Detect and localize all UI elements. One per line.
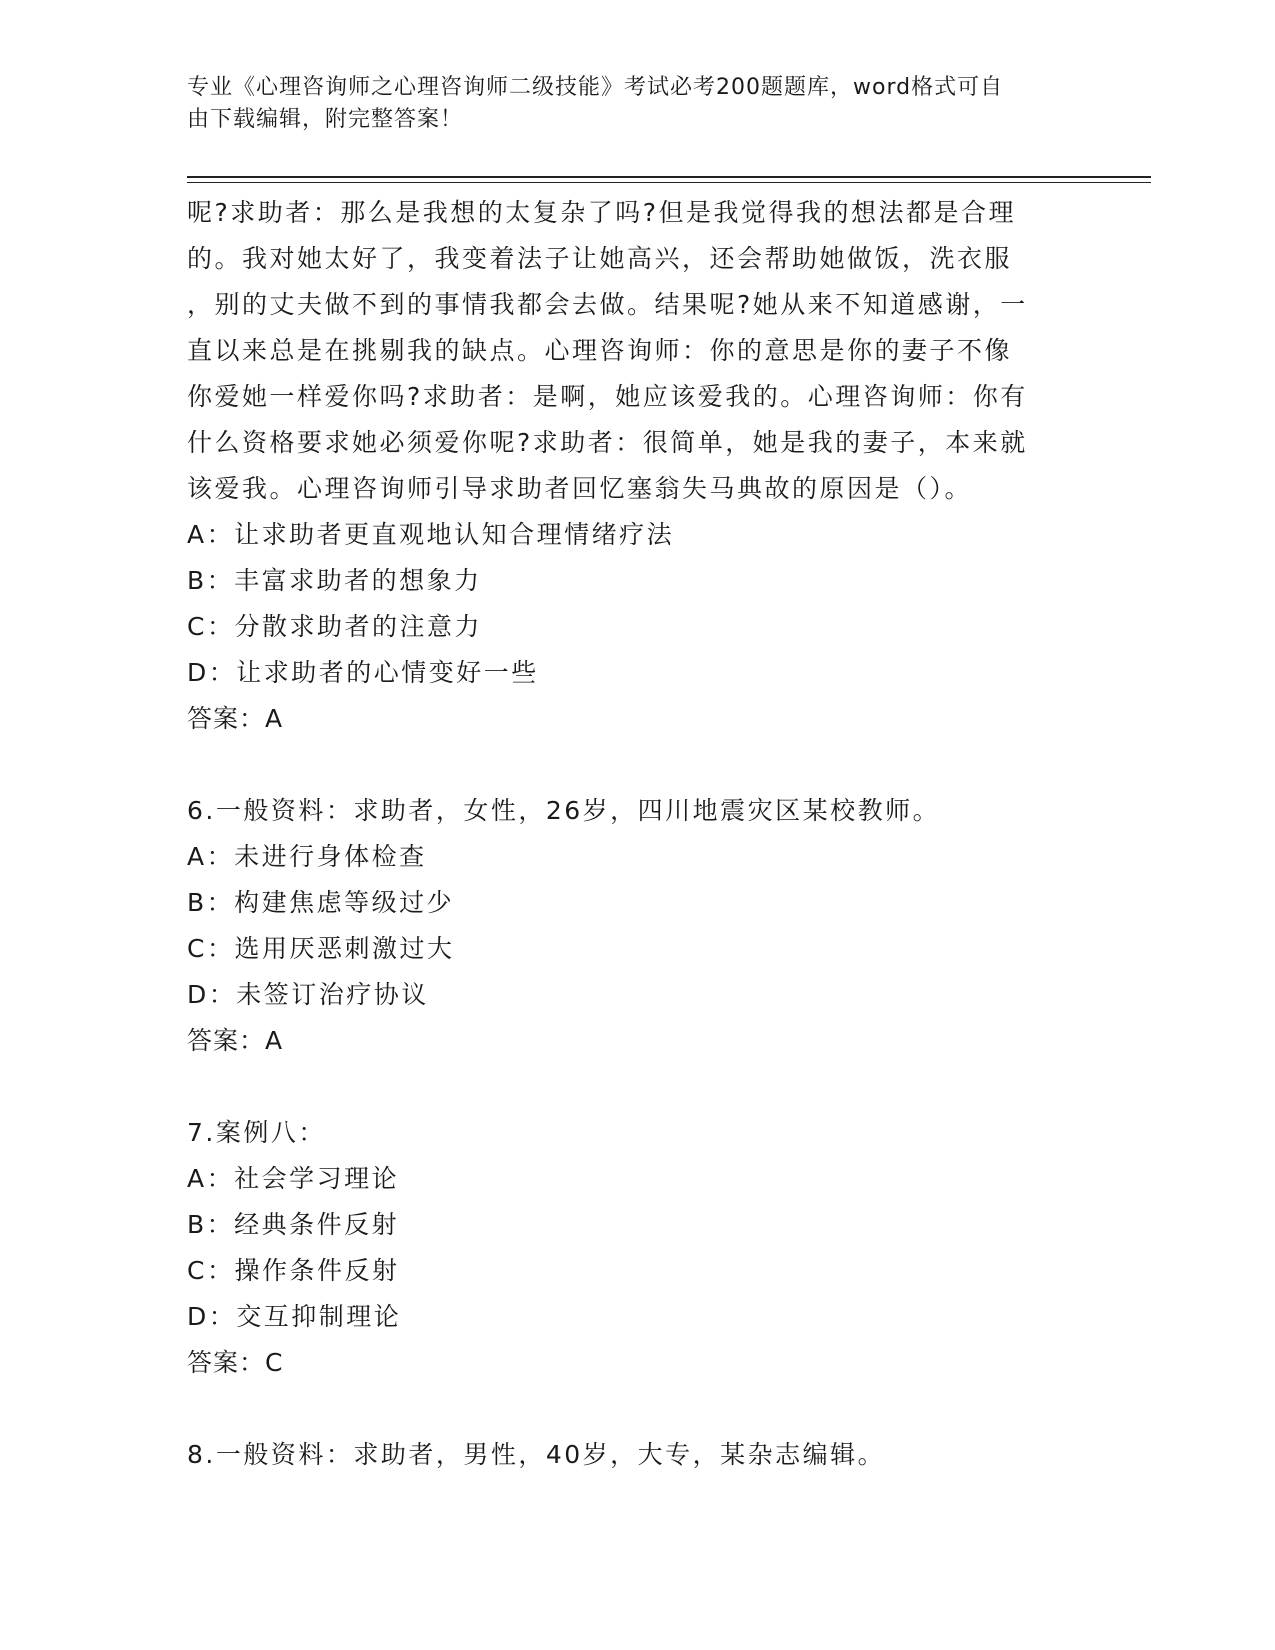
header-rule-thin [187,182,1151,183]
case-text-line: 你爱她一样爱你吗?求助者：是啊，她应该爱我的。心理咨询师：你有 [187,382,1028,411]
answer-line: 答案：A [187,704,284,733]
case-text-line: 该爱我。心理咨询师引导求助者回忆塞翁失马典故的原因是（）。 [187,474,973,503]
question-stem: 7.案例八： [187,1118,326,1147]
answer-line: 答案：C [187,1348,284,1377]
question-spacer [187,1064,1087,1110]
header-title-line-2: 由下载编辑，附完整答案！ [187,107,464,132]
question-stem: 6.一般资料：求助者，女性，26岁，四川地震灾区某校教师。 [187,796,941,825]
option-b: B：丰富求助者的想象力 [187,566,482,595]
option-d: D：未签订治疗协议 [187,980,429,1009]
case-text-line: 的。我对她太好了，我变着法子让她高兴，还会帮助她做饭，洗衣服 [187,244,1013,273]
question-spacer [187,742,1087,788]
answer-line: 答案：A [187,1026,284,1055]
document-body [187,190,1087,1478]
option-d: D：让求助者的心情变好一些 [187,658,539,687]
option-b: B：构建焦虑等级过少 [187,888,455,917]
question-5-continuation [187,190,1087,742]
question-6 [187,788,1087,1064]
document-header [187,72,1087,136]
option-d: D：交互抑制理论 [187,1302,402,1331]
option-a: A：让求助者更直观地认知合理情绪疗法 [187,520,675,549]
header-rule-thick [187,176,1151,178]
option-a: A：未进行身体检查 [187,842,427,871]
case-text-line: 什么资格要求她必须爱你呢?求助者：很简单，她是我的妻子，本来就 [187,428,1028,457]
question-stem: 8.一般资料：求助者，男性，40岁，大专，某杂志编辑。 [187,1440,886,1469]
option-c: C：分散求助者的注意力 [187,612,482,641]
case-text-line: ，别的丈夫做不到的事情我都会去做。结果呢?她从来不知道感谢，一 [187,290,1028,319]
option-b: B：经典条件反射 [187,1210,400,1239]
option-c: C：选用厌恶刺激过大 [187,934,455,963]
question-7 [187,1110,1087,1386]
question-8 [187,1432,1087,1478]
case-text-line: 呢?求助者：那么是我想的太复杂了吗?但是我觉得我的想法都是合理 [187,198,1017,227]
case-text-line: 直以来总是在挑剔我的缺点。心理咨询师：你的意思是你的妻子不像 [187,336,1013,365]
option-a: A：社会学习理论 [187,1164,400,1193]
header-title-line-1: 专业《心理咨询师之心理咨询师二级技能》考试必考200题题库，word格式可自 [187,75,1004,100]
question-spacer [187,1386,1087,1432]
option-c: C：操作条件反射 [187,1256,400,1285]
